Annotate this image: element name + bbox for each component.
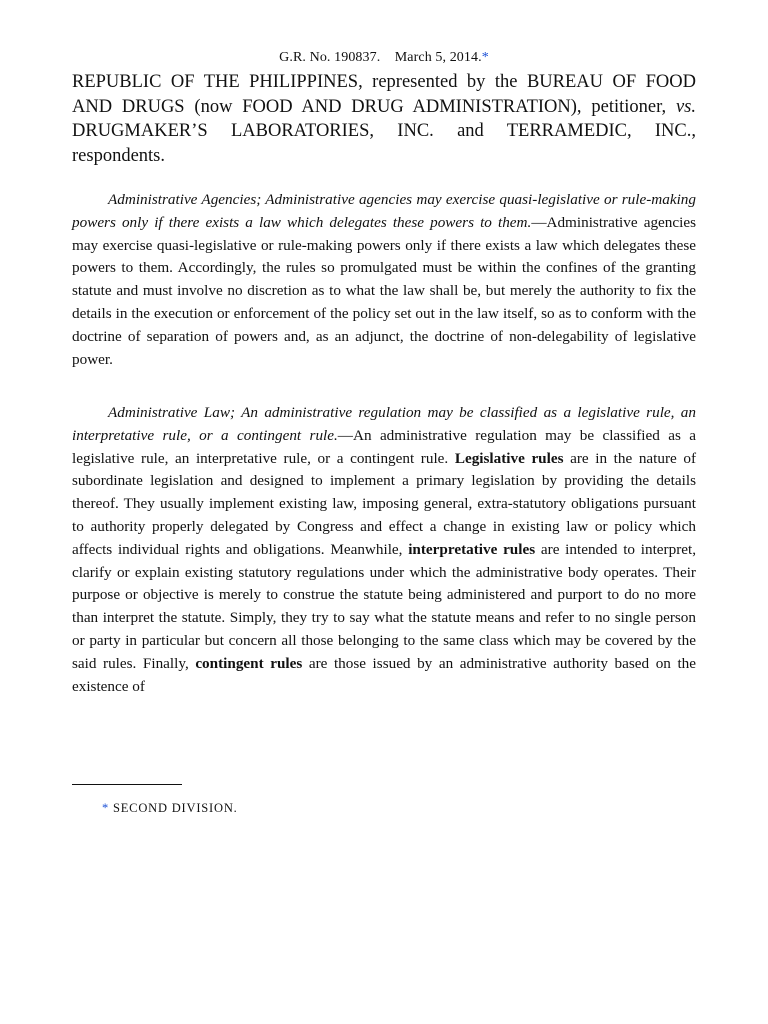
case-number-line xyxy=(72,50,696,66)
footnote-marker-link[interactable]: * xyxy=(481,50,489,65)
syllabus-heading-2: Administrative Law; An administrative regulation may be classified as a legislative rule, an interpretative rule, or a contingent rule. xyxy=(72,404,696,444)
term-legislative-rules: Legislative rules xyxy=(454,449,564,467)
syllabus-heading-1: Administrative Agencies; Administrative agencies may exercise quasi-legislative or rule-making powers only if there exists a law which delegates these powers to them. xyxy=(72,191,696,231)
case-number: G.R. No. 190837. xyxy=(279,50,381,65)
term-contingent-rules: contingent rules xyxy=(195,654,303,672)
case-title-parties-petitioner: REPUBLIC OF THE PHILIPPINES, represented by the BUREAU OF FOOD AND DRUGS (now FOOD AND DRUG ADMINISTRATION), petitioner, xyxy=(72,72,696,117)
syllabus-body-2d: are those issued by an administrative authority based on the existence of xyxy=(72,654,696,695)
document-page xyxy=(72,0,696,1024)
footnote-divider xyxy=(72,784,182,785)
syllabus-body-2b: are in the nature of subordinate legislation and designed to implement a primary legislation by providing the details thereof. They usually implement existing law, imposing general, extra-statutory obligations pursuant to authority properly delegated by Congress and effect a change in existing law or policy which affects individual rights and obligations. Meanwhile, xyxy=(72,449,697,558)
footnote xyxy=(102,801,238,816)
syllabus-paragraph-1 xyxy=(72,189,696,371)
case-title xyxy=(72,70,696,168)
syllabus-paragraph-2 xyxy=(72,402,696,698)
footnote-marker: * xyxy=(102,801,110,815)
case-title-versus: vs. xyxy=(675,96,696,117)
syllabus-body-2a: —An administrative regulation may be classified as a legislative rule, an interpretative rule, or a contingent rule. xyxy=(72,426,696,467)
term-interpretative-rules: interpretative rules xyxy=(408,540,536,558)
decision-date: March 5, 2014. xyxy=(394,50,482,65)
footnote-text: SECOND DIVISION. xyxy=(113,801,238,815)
syllabus-body-1: —Administrative agencies may exercise quasi-legislative or rule-making powers only if there exists a law which delegates these powers to them. Accordingly, the rules so promulgated must be within the confines of the granting statute and must involve no discretion as to what the law shall be, but merely the authority to fix the details in the execution or enforcement of the policy set out in the law itself, so as to conform with the doctrine of separation of powers and, as an adjunct, the doctrine of non-delegability of legislative power. xyxy=(72,213,696,368)
case-title-parties-respondents: DRUGMAKER’S LABORATORIES, INC. and TERRAMEDIC, INC., respondents. xyxy=(72,121,696,166)
syllabus-body-2c: are intended to interpret, clarify or explain existing statutory regulations under which the administrative body operates. Their purpose or objective is merely to construe the statute being administered and purport to do no more than interpret the statute. Simply, they try to say what the statute means and refer to no single person or party in particular but concern all those belonging to the same class which may be covered by the said rules. Finally, xyxy=(72,540,697,672)
